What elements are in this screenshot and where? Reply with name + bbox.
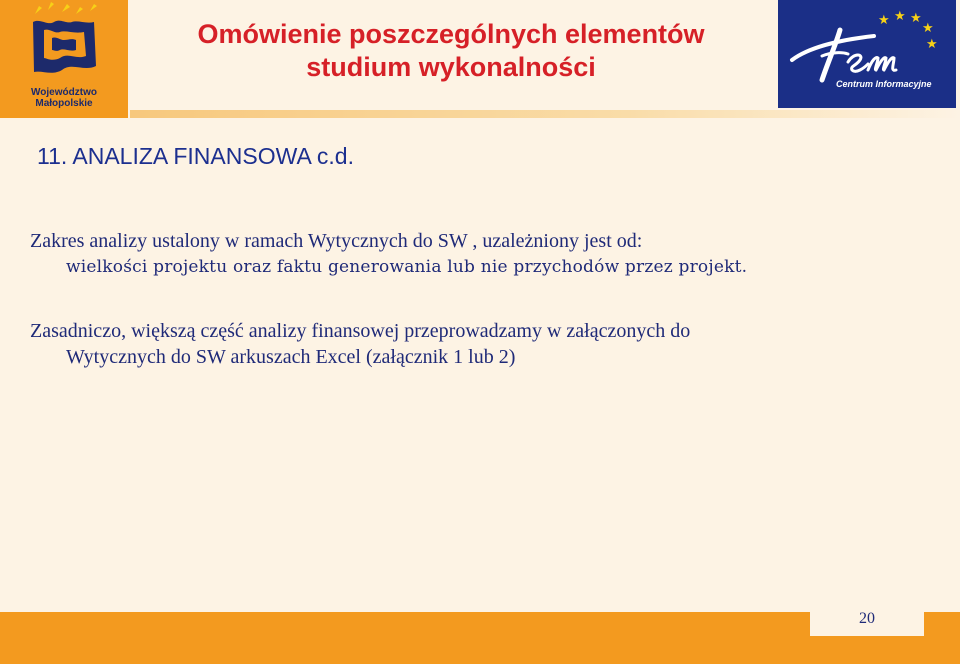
paragraph-line: Zakres analizy ustalony w ramach Wytycznych do SW , uzależniony jest od: xyxy=(30,230,643,252)
logo-caption-line2: Małopolskie xyxy=(35,98,93,109)
page-number: 20 xyxy=(859,610,875,627)
svg-text:★: ★ xyxy=(922,21,934,36)
paragraph-line: wielkości projektu oraz faktu generowania lub nie przychodów przez projekt. xyxy=(66,257,748,277)
svg-text:★: ★ xyxy=(910,11,922,26)
slide-title-line1: Omówienie poszczególnych elementów xyxy=(197,19,705,49)
eu-stars-icon xyxy=(878,9,938,52)
section-heading: 11. ANALIZA FINANSOWA c.d. xyxy=(37,143,354,169)
svg-text:★: ★ xyxy=(878,13,890,28)
header-divider xyxy=(130,110,960,118)
paragraph-line: Zasadniczo, większą część analizy finansowej przeprowadzamy w załączonych do xyxy=(30,320,691,342)
wojewodztwo-malopolskie-logo xyxy=(0,0,128,118)
malopolska-emblem-icon xyxy=(0,0,128,90)
slide-title-line2: studium wykonalności xyxy=(306,52,596,82)
fem-emblem-icon xyxy=(778,0,956,108)
svg-text:★: ★ xyxy=(926,37,938,52)
paragraph-scope xyxy=(30,228,940,280)
fem-logo xyxy=(778,0,956,108)
logo-caption-line1: Województwo xyxy=(31,87,97,98)
fem-caption: Centrum Informacyjne xyxy=(836,79,932,89)
paragraph-line: Wytycznych do SW arkuszach Excel (załącznik 1 lub 2) xyxy=(66,346,516,368)
slide-title xyxy=(140,18,762,84)
svg-text:★: ★ xyxy=(894,9,906,24)
paragraph-excel xyxy=(30,318,940,370)
